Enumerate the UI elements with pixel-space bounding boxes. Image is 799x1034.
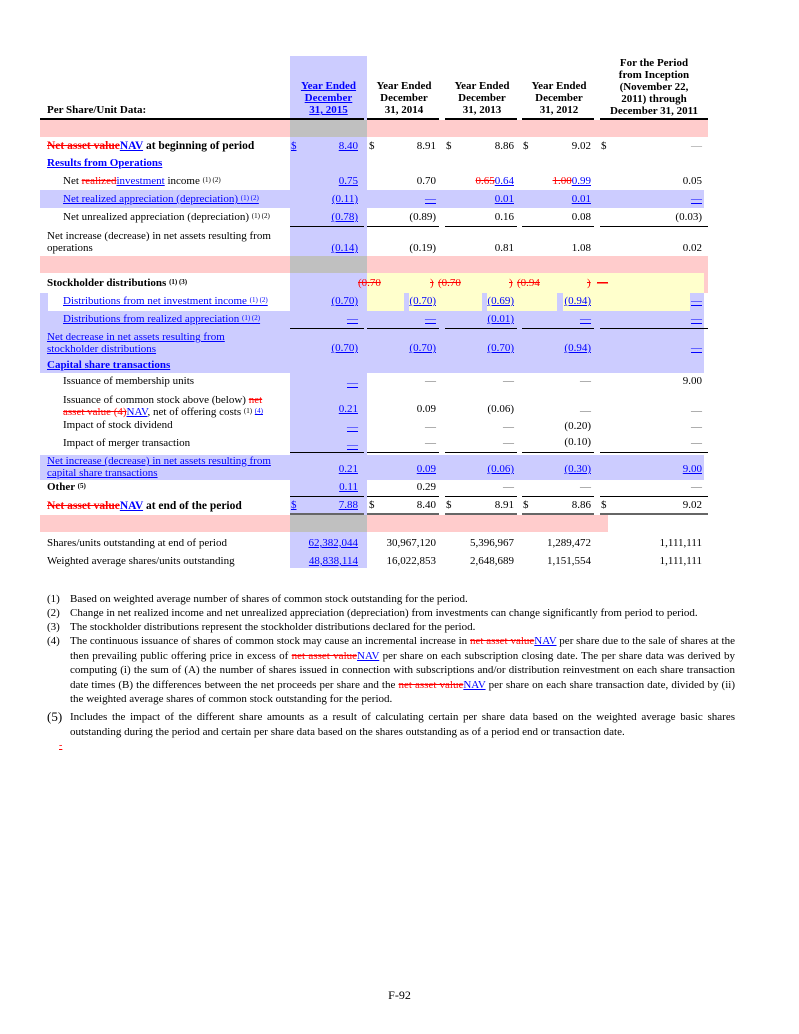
revised-row-highlight [40,293,48,311]
cell-value: 0.01 [494,193,514,205]
cell-value: 0.01 [571,193,591,205]
header-line: Year Ended [454,80,510,92]
column-header-2012 [523,80,595,116]
cell-value: (0.94) [564,342,591,354]
header-rule [600,118,708,120]
header-line: December 31, 2011 [609,105,699,117]
header-line: 31, 2015 [309,104,348,116]
text-part: per share on each subscription closing date. The per share data was derived by computing (i) the sum of (A) the number of shares issued in connection with subscriptions and/or distribution reinvestment on each share transaction date times (B) the differences between the net proceeds per share and the [70,649,735,691]
deleted-value: (0.70 [438,277,461,289]
spacer-band [40,256,708,273]
cell-value: 5,396,967 [470,537,514,549]
cell-value: — [691,342,702,354]
subtotal-rule [600,496,708,497]
cell-value: (0.69) [487,295,514,307]
row-label-dist-net-investment-income [63,295,268,307]
row-label-dist-realized-appreciation [63,313,260,325]
cell-value: 7.88 [338,499,358,511]
cell-value: (0.14) [331,242,358,254]
cell-value: 0.75 [338,175,358,187]
cell-value: (0.89) [409,211,436,223]
cell-value: — [580,375,591,387]
footnote-ref: (5) [77,482,86,490]
cell-value: — [580,405,591,417]
cell-value: 0.21 [338,463,358,475]
cell-value: 1,111,111 [659,537,702,549]
column-header-2013 [446,80,518,116]
label-text: Other [47,481,78,493]
subtotal-rule [445,226,517,227]
cell-value: — [503,437,514,449]
subtotal-rule [290,496,364,497]
header-line: 31, 2013 [462,104,502,116]
footnote-text: The stockholder distributions represent the stockholder distributions declared for the period. [70,621,476,633]
cell-value: 9.02 [571,140,591,152]
row-label-impact-stock-dividend: Impact of stock dividend [63,419,173,431]
subtotal-rule [367,496,439,497]
footnote-ref: (1) (2) [251,212,270,220]
text-part: per share on each share transaction date, divided by (ii) the weighted average shares of common stock outstanding for the period. [70,678,735,705]
total-double-rule [445,513,517,515]
subtotal-rule [522,452,594,453]
cell-value: — [691,481,702,493]
header-line: Year Ended [300,80,357,92]
footnote-number: (3) [47,621,60,633]
footnote-ref: (1) [243,407,253,415]
header-line: Year Ended [376,80,432,92]
cell-value: 48,838,114 [308,555,358,567]
footnote-ref: (1) (2) [249,296,268,304]
cell-value: 0.09 [416,403,436,415]
deleted-text: Net asset value [47,140,120,152]
header-line: 31, 2014 [384,104,424,116]
cell-value: (0.94) [564,295,591,307]
cell-value: 9.00 [682,463,702,475]
subtotal-rule [445,496,517,497]
subtotal-rule [522,496,594,497]
cell-value: (0.30) [564,463,591,475]
row-label-net-investment-income [63,175,221,187]
total-double-rule [522,513,594,515]
total-double-rule [367,513,439,515]
spacer-band-gray [290,256,367,273]
subtotal-rule [367,328,439,329]
cell-value: 0.29 [416,481,436,493]
cell-value-revised [517,175,591,187]
text-part: per share due to the sale of shares at the then prevailing public offering price in excess of [70,635,735,662]
cell-value: — [503,375,514,387]
cell-value: 0.05 [682,175,702,187]
label-text: income [164,175,203,187]
header-line: December [458,92,506,104]
inserted-text: NAV [126,406,148,418]
label-text: Distributions from realized appreciation [63,313,242,325]
cell-value: (0.06) [487,403,514,415]
page-number: F-92 [388,988,411,1002]
cell-value: — [691,437,702,449]
header-line: 31, 2012 [539,104,579,116]
row-label-nav-beginning [47,140,254,152]
label-text: , net of offering costs [147,406,244,418]
cell-value: (0.10) [564,436,591,448]
subtotal-rule [290,452,364,453]
cell-value: (0.01) [487,313,514,325]
subtotal-rule [367,226,439,227]
header-rule [40,118,364,120]
subtotal-rule [522,226,594,227]
cell-value: (0.70) [409,295,436,307]
header-line: December [304,92,353,104]
row-label-net-decrease-distributions [47,331,225,355]
subtotal-rule [290,328,364,329]
deleted-value: ) [430,277,434,289]
cell-value: — [691,140,702,152]
cell-value: 0.70 [416,175,436,187]
footnote-ref: (1) (2) [202,176,221,184]
header-line: December [535,92,583,104]
cell-value: (0.70) [331,295,358,307]
cell-value: 0.02 [682,242,702,254]
cell-value: 8.86 [571,499,591,511]
cell-value: 8.40 [338,140,358,152]
deleted-value: ) [587,277,591,289]
currency-symbol: $ [446,140,452,152]
row-label-issuance-common-stock [63,394,263,418]
deleted-text: net asset value [291,649,358,662]
subtotal-rule [290,226,364,227]
cell-value: (0.78) [331,211,358,223]
cell-value: (0.11) [331,193,358,205]
cell-value: 16,022,853 [386,555,436,567]
deleted-text: net [248,394,263,406]
subtotal-rule [600,452,708,453]
column-header-2014 [368,80,440,116]
cell-value: 8.40 [416,499,436,511]
total-double-rule [290,513,364,515]
currency-symbol: $ [369,140,375,152]
cell-value: — [425,421,436,433]
footnote-ref: (1) (2) [240,194,259,202]
deleted-text: asset value (4) [63,406,127,418]
label-text: Issuance of common stock above (below) [63,394,249,406]
cell-value: — [425,437,436,449]
text-part: The continuous issuance of shares of common stock may cause an incremental increase in [70,635,470,647]
inserted-text: NAV [357,649,380,662]
row-label-nav-end [47,500,242,512]
cell-value: (0.06) [487,463,514,475]
subtotal-rule [445,452,517,453]
label-text: at end of the period [143,500,242,512]
row-label-other [47,481,86,493]
inserted-value: 0.99 [571,175,591,187]
cell-value: — [425,375,436,387]
header-rule [445,118,517,120]
cell-value: (0.19) [409,242,436,254]
row-label-net-realized-appreciation [63,193,259,205]
cell-value: (0.70) [409,342,436,354]
cell-value: — [347,421,358,433]
header-line: (November 22, [619,81,689,93]
deleted-text: realized [81,175,117,187]
label-line: capital share transactions [47,467,158,479]
cell-value: 8.91 [416,140,436,152]
row-label-net-unrealized-appreciation [63,211,270,223]
cell-value: — [503,481,514,493]
deleted-value: — [597,277,608,289]
header-rule [367,118,439,120]
cell-value: — [691,193,702,205]
cell-value: — [691,405,702,417]
currency-symbol: $ [369,499,375,511]
footnote-text: Includes the impact of the different share amounts as a result of calculating certain per share data based on the weighted average basic shares outstanding during the period and certain per share data based on the shares outstanding as of a period end or transaction date. [70,711,735,738]
label-text: Net realized appreciation (depreciation) [63,193,241,205]
cell-value: — [347,439,358,451]
label-text: Distributions from net investment income [63,295,250,307]
label-text: Net unrealized appreciation (depreciation) [63,211,252,223]
row-label-stockholder-distributions [47,277,187,289]
spacer-band-gray [290,515,367,532]
row-label-issuance-membership-units: Issuance of membership units [63,375,195,387]
cell-value: — [425,193,436,205]
label-line: operations [47,242,93,254]
subtotal-rule [600,328,708,329]
footnote-ref: (1) (3) [169,278,188,286]
header-rule [522,118,594,120]
row-label-net-increase-capital [47,455,271,479]
footnote-number: (1) [47,593,60,605]
currency-symbol: $ [523,499,529,511]
inserted-text: NAV [534,635,557,647]
subtotal-rule [367,452,439,453]
cell-value: 1,151,554 [547,555,591,567]
cell-value: (0.03) [675,211,702,223]
cell-value: 62,382,044 [308,537,358,549]
header-line: For the Period [619,57,689,69]
cell-value: 8.86 [494,140,514,152]
row-label-impact-merger: Impact of merger transaction [63,437,191,449]
column-header-2015 [292,80,365,116]
header-line: December [380,92,428,104]
deleted-value: ) [509,277,513,289]
deleted-text: net asset value [398,678,464,691]
footnote-text: Based on weighted average number of shares of common stock outstanding for the period. [70,593,468,605]
currency-symbol: $ [446,499,452,511]
subtotal-rule [600,226,708,227]
section-heading-results-from-operations: Results from Operations [47,157,163,169]
cell-value: 0.81 [494,242,514,254]
currency-symbol: $ [291,499,297,511]
column-header-inception [600,57,708,117]
label-line: Net increase (decrease) in net assets resulting from [47,230,271,242]
label-line: stockholder distributions [47,343,157,355]
cell-value: (0.70) [487,342,514,354]
subtotal-rule [522,328,594,329]
footnote-ref: (4) [254,407,263,415]
footnote-number: (2) [47,607,60,619]
inserted-text: NAV [463,678,486,691]
deleted-value: 0.65 [475,175,495,187]
section-label: Per Share/Unit Data: [47,104,147,116]
currency-symbol: $ [291,140,297,152]
cell-value: — [580,481,591,493]
currency-symbol: $ [601,140,607,152]
label-text: at beginning of period [143,140,255,152]
cell-value: — [347,377,358,389]
deleted-value: (0.70 [358,277,381,289]
cell-value: — [425,313,436,325]
header-line: from Inception [618,69,690,81]
label-line: Net decrease in net assets resulting from [47,331,225,343]
header-line: Year Ended [531,80,587,92]
footnote-number: (5) [47,709,63,724]
deleted-value: 1.00 [552,175,572,187]
subtotal-rule [445,328,517,329]
header-line: 2011) through [621,93,687,105]
cell-value: (0.20) [564,420,591,432]
cell-value: 0.08 [571,211,591,223]
inserted-text: NAV [119,140,144,152]
cell-value: 0.11 [339,481,358,493]
cell-value: 8.91 [494,499,514,511]
footnote-text: Change in net realized income and net unrealized appreciation (depreciation) from investments can change significantly from period to period. [70,607,698,619]
section-heading-capital-share-transactions: Capital share transactions [47,359,171,371]
row-label-net-increase-operations [47,230,271,254]
footnote-text [70,634,735,707]
cell-value: — [503,421,514,433]
currency-symbol: $ [523,140,529,152]
cell-value: 9.02 [682,499,702,511]
deleted-value: (0.94 [517,277,540,289]
cell-value: 9.00 [682,375,702,387]
deleted-text: net asset value [469,635,535,647]
cell-value: 1.08 [571,242,591,254]
cell-value: — [691,313,702,325]
cell-value: — [691,295,702,307]
row-label-weighted-avg-shares: Weighted average shares/units outstanding [47,555,235,567]
footnote-ref: (1) (2) [242,314,261,322]
spacer-band [40,120,708,137]
cell-value: 0.21 [338,403,358,415]
row-label-shares-outstanding: Shares/units outstanding at end of period [47,537,227,549]
cell-value: 0.16 [494,211,514,223]
currency-symbol: $ [601,499,607,511]
inserted-text: NAV [119,500,144,512]
label-text: Stockholder distributions [47,277,170,289]
cell-value: 0.09 [416,463,436,475]
spacer-band-gray [290,120,367,137]
cell-value-revised [440,175,514,187]
cell-value: 30,967,120 [386,537,436,549]
stray-deletion-mark: - [59,740,63,751]
label-line: Net increase (decrease) in net assets resulting from [47,455,271,467]
cell-value: (0.70) [331,342,358,354]
cell-value: 1,111,111 [659,555,702,567]
total-double-rule [600,513,708,515]
cell-value: — [691,421,702,433]
inserted-value: 0.64 [494,175,514,187]
deleted-text: Net asset value [47,500,120,512]
cell-value: 1,289,472 [547,537,591,549]
cell-value: 2,648,689 [470,555,514,567]
footnote-number: (4) [47,635,60,647]
inserted-text: investment [116,175,165,187]
cell-value: — [580,313,591,325]
label-text: Net [63,175,82,187]
cell-value: — [347,313,358,325]
